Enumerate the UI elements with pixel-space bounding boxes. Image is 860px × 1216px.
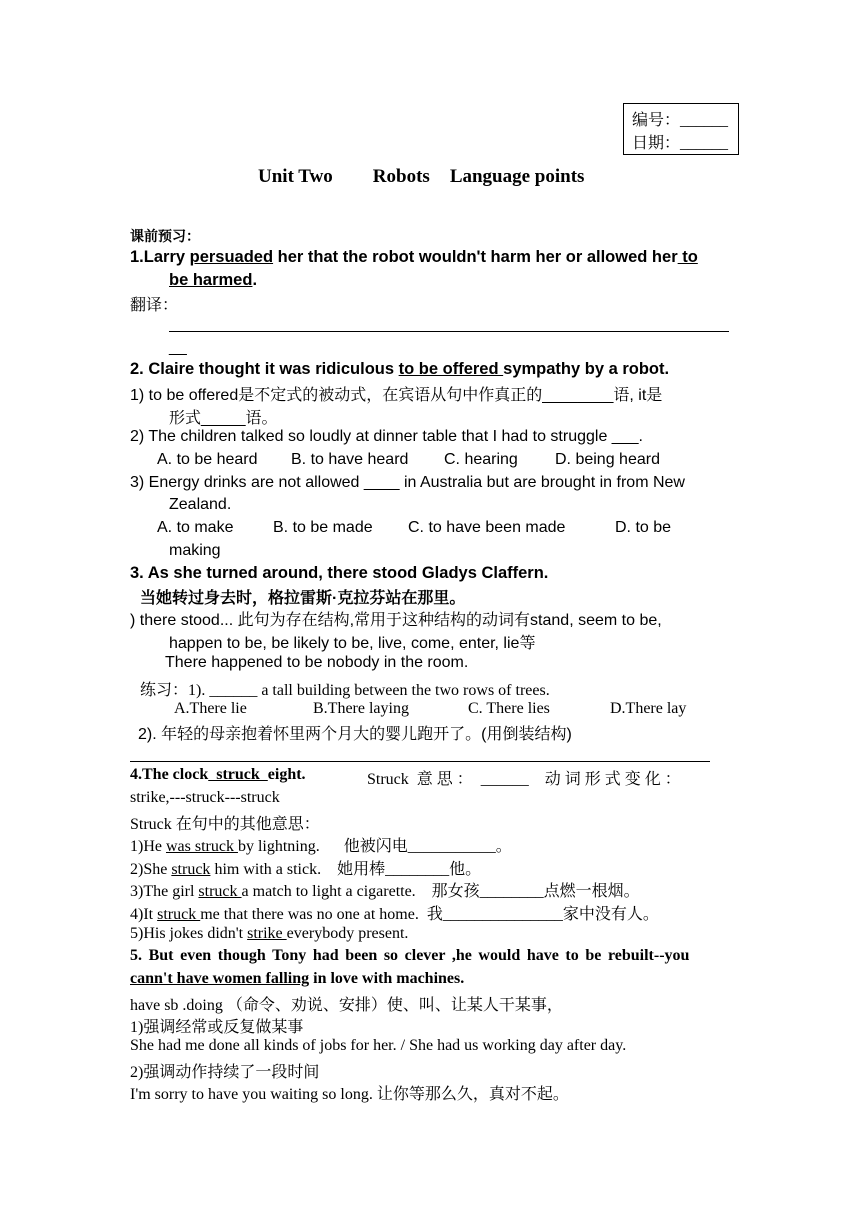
e2-a: 2)She bbox=[130, 861, 172, 878]
struck-example-3 bbox=[130, 878, 640, 901]
struck-example-4 bbox=[130, 901, 659, 924]
q3-option-c: C. to have been made bbox=[408, 519, 566, 536]
q3-option-a: A. to make bbox=[157, 519, 234, 536]
q2-option-c: C. hearing bbox=[444, 451, 518, 468]
sentence-4-text-a: 4.The clock bbox=[130, 766, 209, 783]
q2-option-b: B. to have heard bbox=[291, 451, 409, 468]
usage-point-1: 1)强调经常或反复做某事 bbox=[130, 1019, 304, 1036]
note-3: ) there stood... 此句为存在结构,常用于这种结构的动词有stand, seem to be, bbox=[130, 612, 662, 629]
question-2-3-cont: Zealand. bbox=[169, 496, 232, 513]
e4-a: 4)It bbox=[130, 906, 158, 923]
sentence-2 bbox=[130, 360, 669, 379]
sentence-3-translation: 当她转过身去时，格拉雷斯·克拉芬站在那里。 bbox=[140, 590, 466, 607]
usage-example-2: I'm sorry to have you waiting so long. 让你等那么久，真对不起。 bbox=[130, 1086, 569, 1103]
struck-highlight: struck bbox=[208, 766, 268, 783]
p3-option-a: A.There lie bbox=[174, 700, 247, 717]
note-2-1: 1) to be offered是不定式的被动式，在宾语从句中作真正的________语, it是 bbox=[130, 387, 663, 404]
answer-line-tail: __ bbox=[169, 339, 187, 356]
e5-a: 5)His jokes didn't bbox=[130, 925, 248, 942]
answer-line bbox=[169, 331, 729, 332]
e3-a: 3)The girl bbox=[130, 883, 199, 900]
sentence-2-text-b: sympathy by a robot. bbox=[503, 360, 670, 378]
e3-highlight: struck bbox=[198, 883, 242, 900]
struck-example-1 bbox=[130, 833, 512, 856]
sentence-1-end: . bbox=[252, 271, 258, 289]
p3-option-b: B.There laying bbox=[313, 700, 409, 717]
p3-option-c: C. There lies bbox=[468, 700, 550, 717]
struck-meaning-prompt: Struck 意 思 ： ______ 动 词 形 式 变 化 ： bbox=[367, 771, 681, 788]
sentence-1-line2 bbox=[169, 271, 257, 290]
q3-option-d-cont: making bbox=[169, 542, 221, 559]
e3-b: a match to light a cigarette. 那女孩________点燃一根烟。 bbox=[241, 883, 640, 900]
usage-example-1: She had me done all kinds of jobs for her. / She had us working day after day. bbox=[130, 1037, 627, 1054]
sentence-1-text-a: Larry bbox=[143, 248, 190, 266]
e5-b: everybody present. bbox=[286, 925, 409, 942]
have-sb-doing-definition: have sb .doing （命令、劝说、安排）使、叫、让某人干某事， bbox=[130, 997, 563, 1014]
id-box bbox=[623, 103, 739, 155]
q3-option-b: B. to be made bbox=[273, 519, 373, 536]
e1-b: by lightning. 他被闪电___________。 bbox=[237, 838, 512, 855]
struck-other-meanings: Struck 在句中的其他意思： bbox=[130, 816, 320, 833]
q2-option-a: A. to be heard bbox=[157, 451, 258, 468]
number-field: 编号：______ bbox=[632, 112, 729, 129]
e2-highlight: struck bbox=[171, 861, 211, 878]
be-harmed-highlight: be harmed bbox=[169, 271, 253, 289]
practice-3-1: 练习：1). ______ a tall building between the two rows of trees. bbox=[140, 682, 550, 699]
question-2-2: 2) The children talked so loudly at dinner table that I had to struggle ___. bbox=[130, 428, 643, 445]
to-be-offered-highlight: to be offered bbox=[398, 360, 504, 378]
to-highlight: to bbox=[677, 248, 698, 266]
sentence-1 bbox=[130, 248, 698, 267]
note-3-cont: happen to be, be likely to be, live, come, enter, lie等 bbox=[169, 635, 536, 652]
e1-a: 1)He bbox=[130, 838, 166, 855]
date-field: 日期：______ bbox=[632, 135, 729, 152]
sentence-4 bbox=[130, 766, 306, 784]
note-2-1-cont: 形式_____语。 bbox=[169, 410, 278, 427]
e2-b: him with a stick. 她用棒________他。 bbox=[210, 861, 482, 878]
q2-option-d: D. being heard bbox=[555, 451, 660, 468]
title-unit: Unit Two bbox=[258, 166, 333, 187]
preview-label: 课前预习： bbox=[130, 228, 200, 244]
persuaded-highlight: persuaded bbox=[189, 248, 274, 266]
struck-example-2 bbox=[130, 856, 481, 879]
sentence-2-text-a: 2. Claire thought it was ridiculous bbox=[130, 360, 399, 378]
sentence-3: 3. As she turned around, there stood Gladys Claffern. bbox=[130, 564, 549, 582]
struck-forms: strike,---struck---struck bbox=[130, 789, 280, 806]
e4-highlight: struck bbox=[157, 906, 201, 923]
title-section: Language points bbox=[449, 166, 585, 187]
e5-highlight: strike bbox=[247, 925, 287, 942]
sentence-5-end: in love with machines. bbox=[309, 970, 465, 987]
p3-option-d: D.There lay bbox=[610, 700, 687, 717]
sentence-5: 5. But even though Tony had been so clever ,he would have to be rebuilt--you bbox=[130, 947, 690, 964]
title-topic: Robots bbox=[372, 166, 430, 187]
answer-line bbox=[130, 761, 710, 762]
sentence-1-number: 1. bbox=[130, 248, 144, 266]
translate-label: 翻译： bbox=[130, 297, 179, 314]
e4-b: me that there was no one at home. 我_______________家中没有人。 bbox=[200, 906, 659, 923]
practice-3-2: 2). 年轻的母亲抱着怀里两个月大的婴儿跑开了。(用倒装结构) bbox=[138, 726, 572, 743]
question-2-3: 3) Energy drinks are not allowed ____ in Australia but are brought in from New bbox=[130, 474, 685, 491]
falling-highlight: cann't have women falling bbox=[130, 970, 310, 987]
q3-option-d: D. to be bbox=[615, 519, 672, 536]
e1-highlight: was struck bbox=[165, 838, 238, 855]
sentence-1-text-b: her that the robot wouldn't harm her or allowed her bbox=[273, 248, 678, 266]
struck-example-5 bbox=[130, 925, 408, 943]
sentence-5-cont bbox=[130, 970, 464, 988]
example-3: There happened to be nobody in the room. bbox=[165, 654, 469, 671]
sentence-4-text-b: eight. bbox=[267, 766, 306, 783]
usage-point-2: 2)强调动作持续了一段时间 bbox=[130, 1064, 320, 1081]
page-title bbox=[258, 166, 584, 188]
